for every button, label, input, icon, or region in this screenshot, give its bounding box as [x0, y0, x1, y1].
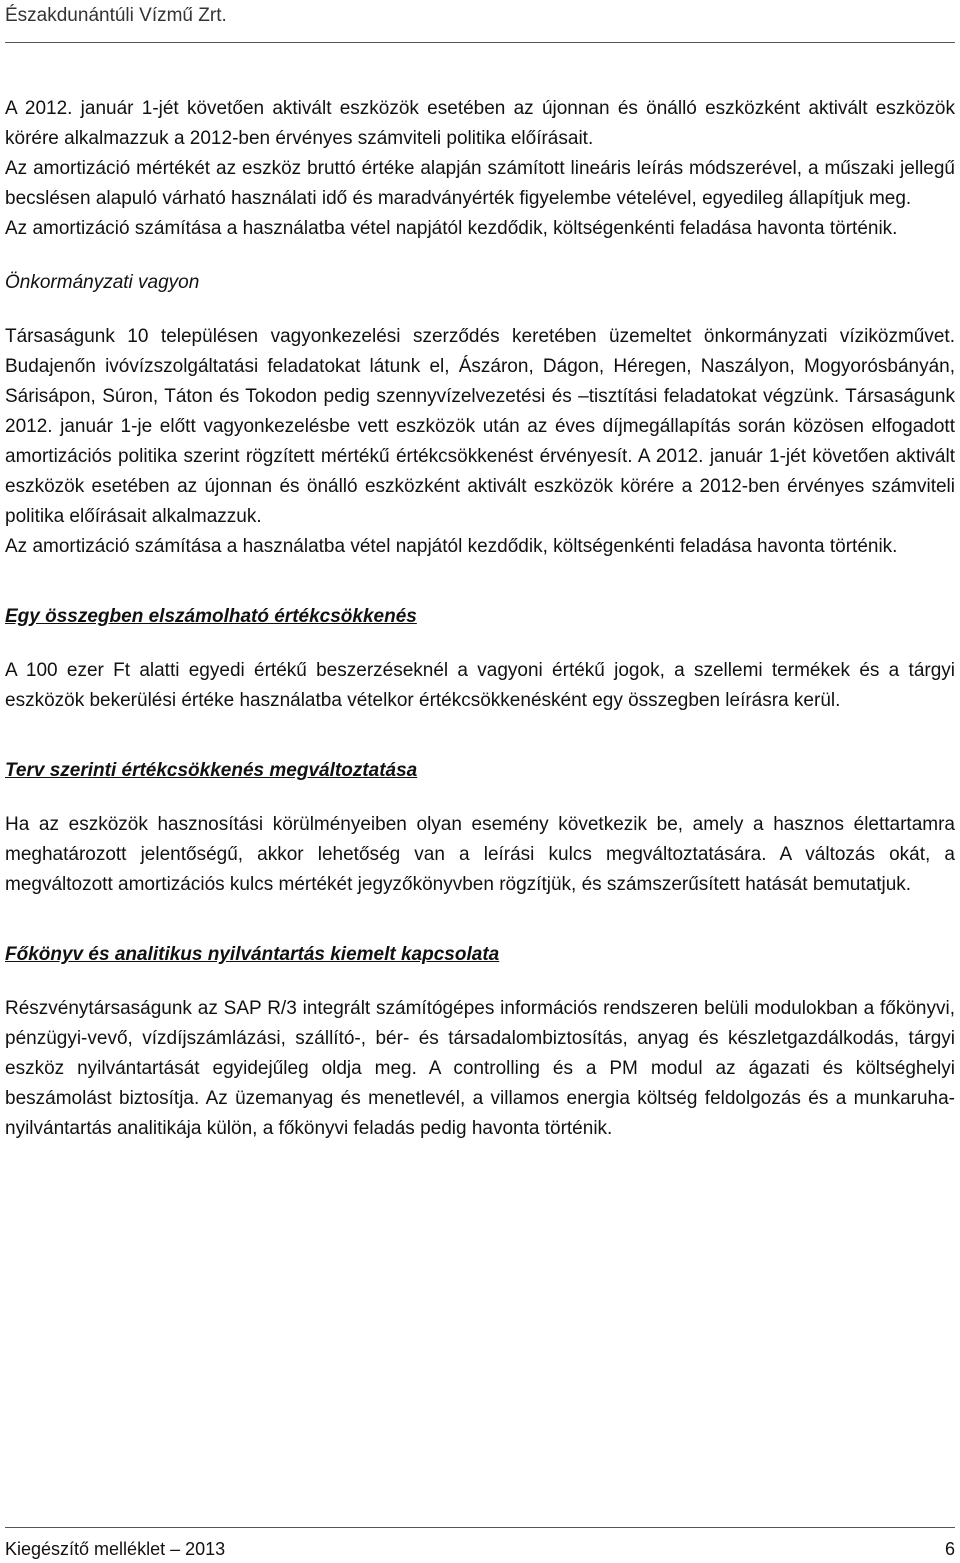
intro-paragraph-2: Az amortizáció mértékét az eszköz bruttó értéke alapján számított lineáris leírás módszerével, a műszaki jellegű becslésen alapuló várható használati idő és maradványérték figyelembe vételével, egyedileg állapítjuk meg.	[5, 158, 955, 209]
spacer	[5, 562, 955, 602]
section-title-planned: Terv szerinti értékcsökkenés megváltoztatása	[5, 760, 418, 781]
footer-divider	[5, 1527, 955, 1528]
page-header: Északdunántúli Vízmű Zrt.	[5, 5, 227, 26]
spacer	[5, 244, 955, 268]
document-body	[5, 94, 955, 1144]
spacer	[5, 716, 955, 756]
section-title-ledger: Főkönyv és analitikus nyilvántartás kiemelt kapcsolata	[5, 944, 500, 965]
intro-paragraph-1: A 2012. január 1-jét követően aktivált eszközök esetében az újonnan és önálló eszközként aktivált eszközök körére alkalmazzuk a 2012-ben érvényes számviteli politika előírásait.	[5, 98, 955, 149]
spacer	[5, 900, 955, 940]
spacer	[5, 786, 955, 810]
section-title-lumpsum: Egy összegben elszámolható értékcsökkenés	[5, 606, 417, 627]
header-divider	[5, 42, 955, 43]
ledger-paragraph: Részvénytársaságunk az SAP R/3 integrált számítógépes információs rendszeren belüli modulokban a főkönyvi, pénzügyi-vevő, vízdíjszámlázási, szállító-, bér- és társadalombiztosítás, anyag és készletgazdálkodás, tárgyi eszköz nyilvántartását egyidejűleg oldja meg. A controlling és a PM modul az ágazati és költséghelyi beszámolást biztosítja. Az üzemanyag és menetlevél, a villamos energia költség feldolgozás és a munkaruha-nyilvántartás analitikája külön, a főkönyvi feladás pedig havonta történik.	[5, 998, 955, 1139]
municipal-paragraph-1: Társaságunk 10 településen vagyonkezelési szerződés keretében üzemeltet önkormányzati víziközművet. Budajenőn ivóvízszolgáltatási feladatokat látunk el, Ászáron, Dágon, Héregen, Naszályon, Mogyorósbányán, Sárisápon, Súron, Táton és Tokodon pedig szennyvízelvezetési és –tisztítási feladatokat végzünk. Társaságunk 2012. január 1-je előtt vagyonkezelésbe vett eszközök után az éves díjmegállapítás során közösen elfogadott amortizációs politika szerint rögzített mértékű értékcsökkenést érvényesít. A 2012. január 1-jét követően aktivált eszközök esetében az újonnan és önálló eszközként aktivált eszközök körére a 2012-ben érvényes számviteli politika előírásait alkalmazzuk.	[5, 326, 955, 527]
spacer	[5, 298, 955, 322]
intro-paragraph-3: Az amortizáció számítása a használatba vétel napjától kezdődik, költségenkénti feladása havonta történik.	[5, 218, 898, 239]
footer-label: Kiegészítő melléklet – 2013	[5, 1539, 226, 1559]
spacer	[5, 970, 955, 994]
planned-paragraph: Ha az eszközök hasznosítási körülményeiben olyan esemény következik be, amely a hasznos élettartamra meghatározott jelentőségű, akkor lehetőség van a leírási kulcs megváltoztatására. A változás okát, a megváltozott amortizációs kulcs mértékét jegyzőkönyvben rögzítjük, és számszerűsített hatását bemutatjuk.	[5, 814, 955, 895]
spacer	[5, 632, 955, 656]
municipal-paragraph-2: Az amortizáció számítása a használatba vétel napjától kezdődik, költségenkénti feladása havonta történik.	[5, 536, 898, 557]
section-title-municipal: Önkormányzati vagyon	[5, 272, 200, 293]
page-number: 6	[944, 1539, 955, 1559]
lumpsum-paragraph: A 100 ezer Ft alatti egyedi értékű beszerzéseknél a vagyoni értékű jogok, a szellemi termékek és a tárgyi eszközök bekerülési értéke használatba vételkor értékcsökkenésként egy összegben leírásra kerül.	[5, 660, 955, 711]
